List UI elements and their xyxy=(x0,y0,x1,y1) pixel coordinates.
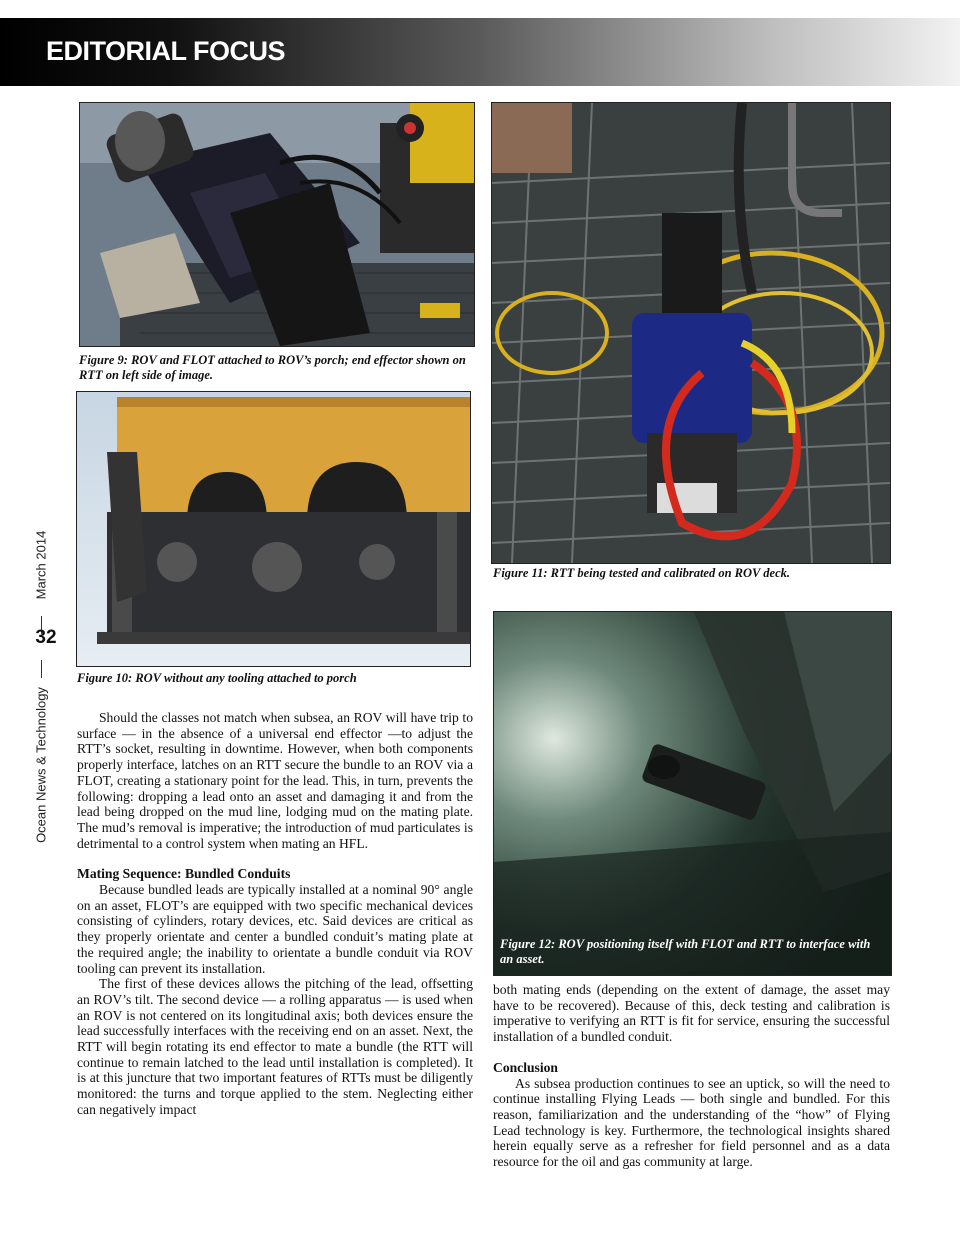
publication-name: Ocean News & Technology xyxy=(33,687,49,843)
article-right-column xyxy=(493,982,890,1170)
article-paragraph: Should the classes not match when subsea, an ROV will have trip to surface — in the absence of a universal end effector —to adjust the RTT’s socket, resulting in downtime. However, when both components properly interface, latches on an RTT secure the bundle to an ROV via a FLOT, creating a stationary point for the lead. This, in turn, prevents the following: dropping a lead onto an asset and damaging it and from the lead being dropped on the mud line, lodging mud on the mating plate. The mud’s removal is imperative; the introduction of mud particulates is detrimental to a control system when mating an HFL. xyxy=(77,710,473,851)
issue-date-wrap xyxy=(26,520,56,610)
figure-9-photo xyxy=(79,102,475,347)
figure-11-caption: Figure 11: RTT being tested and calibrated on ROV deck. xyxy=(493,566,790,580)
section-heading-conclusion: Conclusion xyxy=(493,1059,558,1075)
publication-name-wrap xyxy=(26,680,56,850)
article-paragraph: Because bundled leads are typically installed at a nominal 90° angle on an asset, FLOT’s are equipped with two specific mechanical devices consisting of cylinders, rotary devices, etc. Said devices are critical as they properly orientate and center a bundled conduit’s mating plate at the required angle; the inability to orientate a bundle conduit via ROV tooling can prevent its installation. xyxy=(77,882,473,976)
section-header-banner xyxy=(0,18,960,86)
section-title: EDITORIAL FOCUS xyxy=(46,36,286,66)
sidebar-separator-bottom xyxy=(41,660,42,678)
page-sidebar xyxy=(26,520,56,850)
issue-date: March 2014 xyxy=(33,530,49,600)
article-paragraph: As subsea production continues to see an uptick, so will the need to continue installing Flying Leads — both single and bundled. For this reason, familiarization and the understanding of the “how” of Flying Lead technology is key. Furthermore, the technological insights shared herein equally serve as a refresher for field personnel and as a data resource for the oil and gas community at large. xyxy=(493,1075,890,1170)
article-left-column xyxy=(77,710,473,1118)
figure-12-caption: Figure 12: ROV positioning itself with FLOT and RTT to interface with an asset. xyxy=(500,937,871,966)
figure-10-photo xyxy=(76,391,471,667)
article-paragraph: both mating ends (depending on the extent of damage, the asset may have to be recovered). Because of this, deck testing and calibration is imperative to verifying an RTT is fit for service, ensuring the successful installation of a bundled conduit. xyxy=(493,982,890,1045)
figure-10-caption: Figure 10: ROV without any tooling attached to porch xyxy=(77,671,357,685)
figure-9-caption: Figure 9: ROV and FLOT attached to ROV’s porch; end effector shown on RTT on left side of image. xyxy=(79,353,466,382)
section-heading-mating-sequence: Mating Sequence: Bundled Conduits xyxy=(77,866,291,882)
article-paragraph: The first of these devices allows the pitching of the lead, offsetting an ROV’s tilt. The second device — a rolling apparatus — is used when an ROV is not centered on its longitudinal axis; both devices ensure the lead successfully interfaces with the receiving end on an asset. Next, the RTT will begin rotating its end effector to mate a bundle (the RTT will continue to remain latched to the lead until installation is completed). It is at this juncture that two important features of RTTs must be diligently monitored: the turns and torque applied to the stem. Neglecting either can negatively impact xyxy=(77,976,473,1117)
figure-11-photo xyxy=(491,102,891,564)
page-number: 32 xyxy=(35,627,57,648)
figure-12-photo xyxy=(493,611,892,976)
